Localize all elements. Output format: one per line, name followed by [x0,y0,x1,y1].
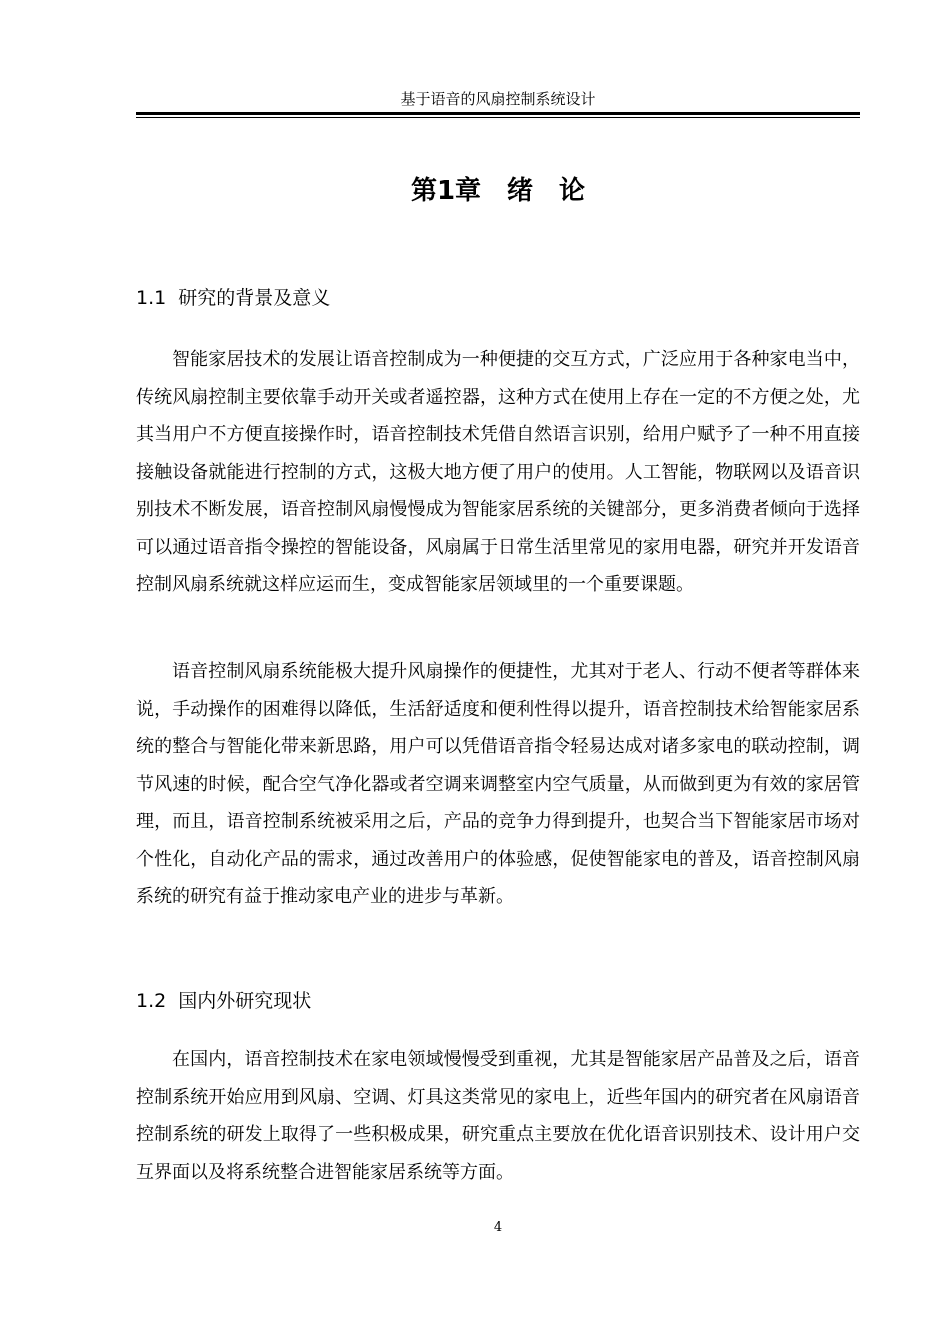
page-number: 4 [493,1220,503,1235]
section-number: 1.1 [136,287,167,309]
section-number: 1.2 [136,990,167,1012]
section-title: 国内外研究现状 [178,990,312,1012]
section-heading-1-1 [136,285,860,311]
body-paragraph: 智能家居技术的发展让语音控制成为一种便捷的交互方式，广泛应用于各种家电当中，传统风扇控制主要依靠手动开关或者遥控器，这种方式在使用上存在一定的不方便之处，尤其当用户不方便直接操作时，语音控制技术凭借自然语言识别，给用户赋予了一种不用直接接触设备就能进行控制的方式，这极大地方便了用户的使用。人工智能，物联网以及语音识别技术不断发展，语音控制风扇慢慢成为智能家居系统的关键部分，更多消费者倾向于选择可以通过语音指令操控的智能设备，风扇属于日常生活里常见的家用电器，研究并开发语音控制风扇系统就这样应运而生，变成智能家居领域里的一个重要课题。 [136,349,860,595]
section-title: 研究的背景及意义 [178,287,331,309]
body-paragraph: 语音控制风扇系统能极大提升风扇操作的便捷性，尤其对于老人、行动不便者等群体来说，手动操作的困难得以降低，生活舒适度和便利性得以提升，语音控制技术给智能家居系统的整合与智能化带来新思路，用户可以凭借语音指令轻易达成对诸多家电的联动控制，调节风速的时候，配合空气净化器或者空调来调整室内空气质量，从而做到更为有效的家居管理，而且，语音控制系统被采用之后，产品的竞争力得到提升，也契合当下智能家居市场对个性化，自动化产品的需求，通过改善用户的体验感，促使智能家电的普及，语音控制风扇系统的研究有益于推动家电产业的进步与革新。 [136,661,860,907]
chapter-title: 第1章 绪 论 [410,176,586,206]
body-paragraph: 在国内，语音控制技术在家电领域慢慢受到重视，尤其是智能家居产品普及之后，语音控制系统开始应用到风扇、空调、灯具这类常见的家电上，近些年国内的研究者在风扇语音控制系统的研发上取得了一些积极成果，研究重点主要放在优化语音识别技术、设计用户交互界面以及将系统整合进智能家居系统等方面。 [136,1049,860,1183]
running-header-title: 基于语音的风扇控制系统设计 [400,90,596,108]
header-rule-thick [136,112,860,115]
section-heading-1-2 [136,988,860,1014]
header-rule-thin [136,117,860,118]
page-header [136,90,860,120]
